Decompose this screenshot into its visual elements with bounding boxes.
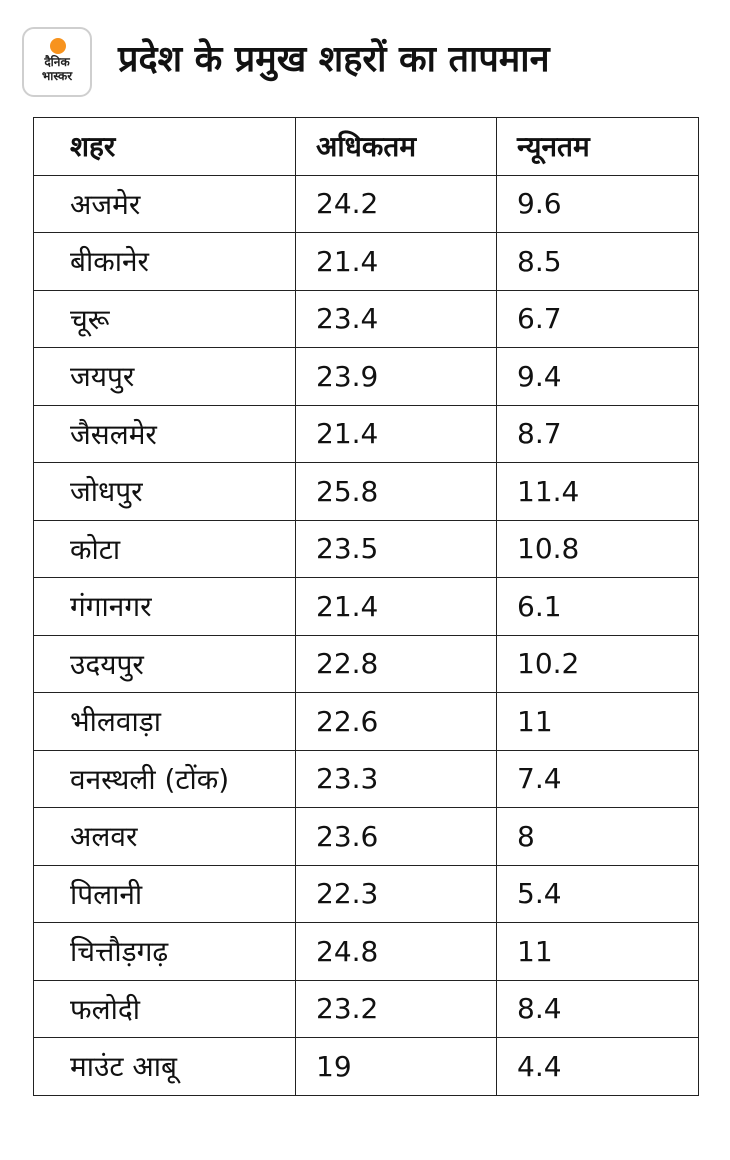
min-temp-cell: 5.4	[497, 865, 699, 923]
city-cell: गंगानगर	[34, 578, 296, 636]
max-temp-cell: 21.4	[296, 233, 497, 291]
temperature-table	[33, 117, 699, 1096]
min-temp-cell: 11	[497, 693, 699, 751]
min-temp-cell: 10.8	[497, 520, 699, 578]
page-title: प्रदेश के प्रमुख शहरों का तापमान	[118, 39, 550, 80]
max-temp-cell: 25.8	[296, 463, 497, 521]
city-cell: उदयपुर	[34, 635, 296, 693]
city-cell: कोटा	[34, 520, 296, 578]
dainik-bhaskar-logo	[22, 27, 92, 97]
max-temp-cell: 19	[296, 1038, 497, 1096]
min-temp-cell: 7.4	[497, 750, 699, 808]
table-row	[34, 175, 699, 233]
table-row	[34, 750, 699, 808]
min-temp-cell: 9.4	[497, 348, 699, 406]
max-temp-cell: 21.4	[296, 578, 497, 636]
city-cell: चूरू	[34, 290, 296, 348]
table-row	[34, 865, 699, 923]
table-row	[34, 348, 699, 406]
table-row	[34, 463, 699, 521]
city-cell: फलोदी	[34, 980, 296, 1038]
city-cell: भीलवाड़ा	[34, 693, 296, 751]
max-temp-cell: 22.8	[296, 635, 497, 693]
min-temp-cell: 8.7	[497, 405, 699, 463]
min-temp-cell: 6.7	[497, 290, 699, 348]
max-temp-cell: 23.6	[296, 808, 497, 866]
city-cell: जोधपुर	[34, 463, 296, 521]
table-row	[34, 233, 699, 291]
table-row	[34, 808, 699, 866]
min-temp-cell: 8	[497, 808, 699, 866]
min-temp-cell: 4.4	[497, 1038, 699, 1096]
city-cell: अलवर	[34, 808, 296, 866]
min-temp-cell: 10.2	[497, 635, 699, 693]
max-temp-cell: 24.2	[296, 175, 497, 233]
table-row	[34, 520, 699, 578]
city-cell: बीकानेर	[34, 233, 296, 291]
city-cell: चित्तौड़गढ़	[34, 923, 296, 981]
header-max: अधिकतम	[296, 118, 497, 176]
min-temp-cell: 8.4	[497, 980, 699, 1038]
min-temp-cell: 9.6	[497, 175, 699, 233]
min-temp-cell: 8.5	[497, 233, 699, 291]
table-row	[34, 980, 699, 1038]
table-row	[34, 578, 699, 636]
min-temp-cell: 11.4	[497, 463, 699, 521]
header-city: शहर	[34, 118, 296, 176]
logo-text-line1: दैनिक	[44, 55, 70, 69]
max-temp-cell: 23.2	[296, 980, 497, 1038]
city-cell: पिलानी	[34, 865, 296, 923]
max-temp-cell: 23.3	[296, 750, 497, 808]
max-temp-cell: 23.4	[296, 290, 497, 348]
city-cell: वनस्थली (टोंक)	[34, 750, 296, 808]
max-temp-cell: 23.5	[296, 520, 497, 578]
table-row	[34, 405, 699, 463]
max-temp-cell: 23.9	[296, 348, 497, 406]
max-temp-cell: 22.6	[296, 693, 497, 751]
logo-text-line2: भास्कर	[41, 69, 73, 83]
header-min: न्यूनतम	[497, 118, 699, 176]
table-header-row	[34, 118, 699, 176]
city-cell: माउंट आबू	[34, 1038, 296, 1096]
sun-icon	[50, 38, 66, 54]
table-row	[34, 923, 699, 981]
table-row	[34, 290, 699, 348]
table-row	[34, 635, 699, 693]
city-cell: जैसलमेर	[34, 405, 296, 463]
table-row	[34, 1038, 699, 1096]
table-row	[34, 693, 699, 751]
city-cell: अजमेर	[34, 175, 296, 233]
city-cell: जयपुर	[34, 348, 296, 406]
min-temp-cell: 6.1	[497, 578, 699, 636]
max-temp-cell: 21.4	[296, 405, 497, 463]
max-temp-cell: 22.3	[296, 865, 497, 923]
max-temp-cell: 24.8	[296, 923, 497, 981]
min-temp-cell: 11	[497, 923, 699, 981]
